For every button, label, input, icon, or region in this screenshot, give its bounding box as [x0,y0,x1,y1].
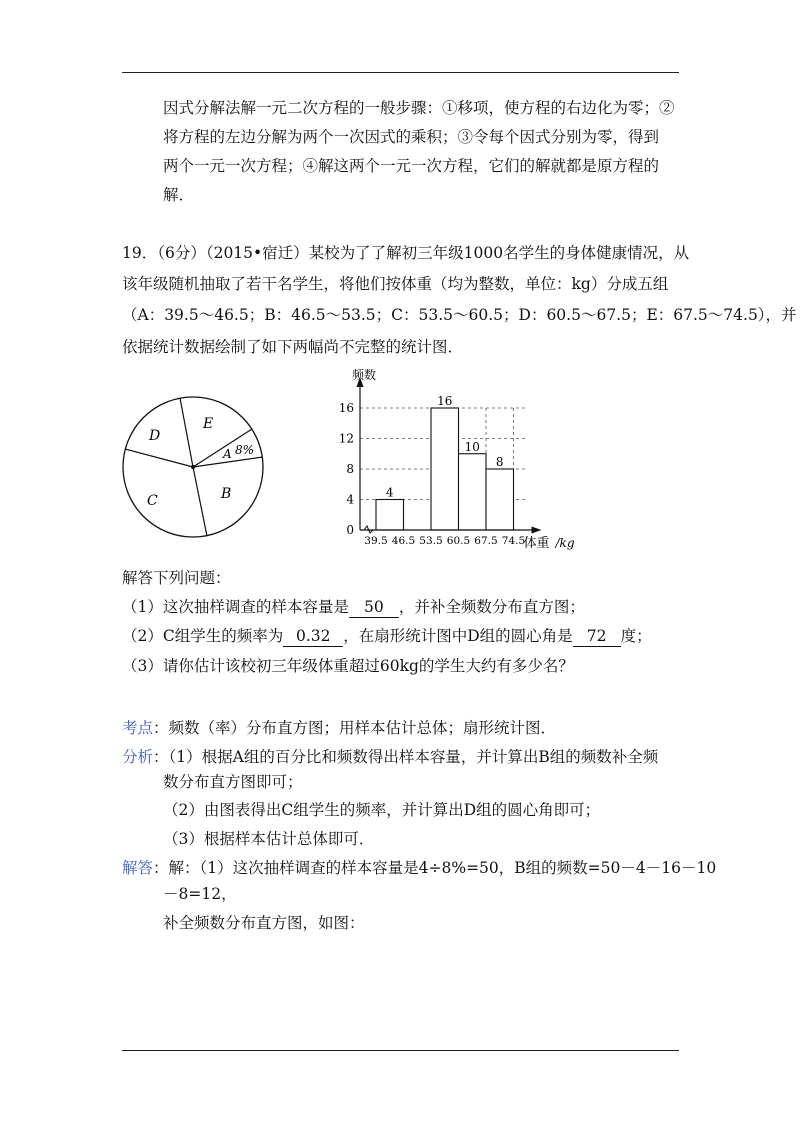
jieda-line: －8=12， [163,885,237,903]
histogram-bar [376,500,404,531]
q2-middle: ，在扇形统计图中D组的圆心角是 [343,627,573,645]
histogram-bar [486,469,514,530]
histogram-bar [431,408,459,530]
histogram-x-axis-title: 体重 [523,536,550,551]
histogram-y-tick-label: 4 [346,492,354,507]
histogram-x-tick-label: 39.5 [364,535,388,547]
pie-label-c: C [147,493,158,509]
fenxi-line: ：（1）根据A组的百分比和频数得出样本容量，并计算出B组的频数补全频 [153,748,659,766]
q2-suffix: 度； [620,627,652,645]
kaodian-text: ：频数（率）分布直方图；用样本估计总体；扇形统计图． [153,719,557,737]
histogram-y-tick-label: 12 [338,431,354,446]
histogram-x-tick-label: 74.5 [501,535,526,547]
pie-divider [125,449,193,467]
histogram [330,365,600,555]
question-3: （3）请你估计该校初三年级体重超过60kg的学生大约有多少名？ [122,657,574,675]
problem-line: 19．（6分）（2015•宿迁）某校为了了解初三年级1000名学生的身体健康情况，从 [122,244,690,262]
fenxi-row [122,747,658,767]
histogram-x-tick-label: 46.5 [391,535,416,547]
jieda-label: 解答 [122,859,154,877]
histogram-x-tick-label: 67.5 [474,535,498,547]
pie-label-b: B [221,486,232,502]
fenxi-line: 数分布直方图即可； [163,773,303,791]
pie-label-e: E [203,416,214,432]
pie-label-a-percent: 8% [235,443,255,457]
intro-line: 两个一元一次方程；④解这两个一元一次方程，它们的解就都是原方程的 [163,157,660,175]
histogram-y-axis-title: 频数 [352,368,377,382]
q2-answer-angle: 72 [573,626,621,647]
pie-divider [193,467,207,536]
histogram-y-tick-label: 8 [346,462,354,476]
questions-heading: 解答下列问题： [122,569,231,587]
q2-answer-frequency: 0.32 [283,626,343,647]
intro-line: 将方程的左边分解为两个一次因式的乘积；③令每个因式分别为零，得到 [163,128,660,146]
fenxi-line: （2）由图表得出C组学生的频率，并计算出D组的圆心角即可； [163,801,601,819]
problem-line: 依据统计数据绘制了如下两幅尚不完整的统计图． [122,338,464,356]
pie-divider [180,398,193,467]
histogram-bar-label: 4 [385,485,394,500]
kaodian-label: 考点 [122,719,154,737]
pie-center [191,465,195,469]
question-2 [122,626,652,647]
problem-line: （A：39.5～46.5；B：46.5～53.5；C：53.5～60.5；D：60.5～67.5；E：67.5～74.5），并 [122,306,797,324]
histogram-y-tick-label: 16 [338,401,354,415]
q1-suffix: ，并补全频数分布直方图； [398,598,585,616]
histogram-x-axis-unit: /kg [555,536,575,550]
jieda-row [122,858,716,878]
fenxi-line: （3）根据样本估计总体即可． [163,830,375,848]
question-1 [122,597,585,618]
q2-prefix: （2）C组学生的频率为 [122,627,284,645]
pie-label-a: A [223,447,232,461]
histogram-x-arrow [532,527,542,534]
histogram-bar [459,454,487,530]
intro-line: 解． [163,186,195,204]
histogram-bar-label: 16 [437,394,453,408]
jieda-line: ：解：（1）这次抽样调查的样本容量是4÷8%=50，B组的频数=50－4－16－10 [153,859,717,877]
pie-chart [115,385,275,545]
histogram-bar-label: 10 [464,439,480,454]
histogram-bar-label: 8 [495,455,504,469]
histogram-x-tick-label: 53.5 [419,535,443,547]
pie-label-d: D [149,428,161,444]
problem-line: 该年级随机抽取了若干名学生，将他们按体重（均为整数，单位：kg）分成五组 [122,275,669,293]
intro-line: 因式分解法解一元二次方程的一般步骤：①移项，使方程的右边化为零；② [163,99,675,117]
q1-answer: 50 [349,597,399,618]
bottom-rule [122,1050,679,1051]
kaodian-row [122,718,556,738]
histogram-y-tick-label: 0 [346,523,354,537]
q1-prefix: （1）这次抽样调查的样本容量是 [122,598,349,616]
histogram-x-tick-label: 60.5 [446,535,471,547]
fenxi-label: 分析 [122,748,154,766]
jieda-line: 补全频数分布直方图，如图： [163,914,365,932]
top-rule [122,72,679,73]
